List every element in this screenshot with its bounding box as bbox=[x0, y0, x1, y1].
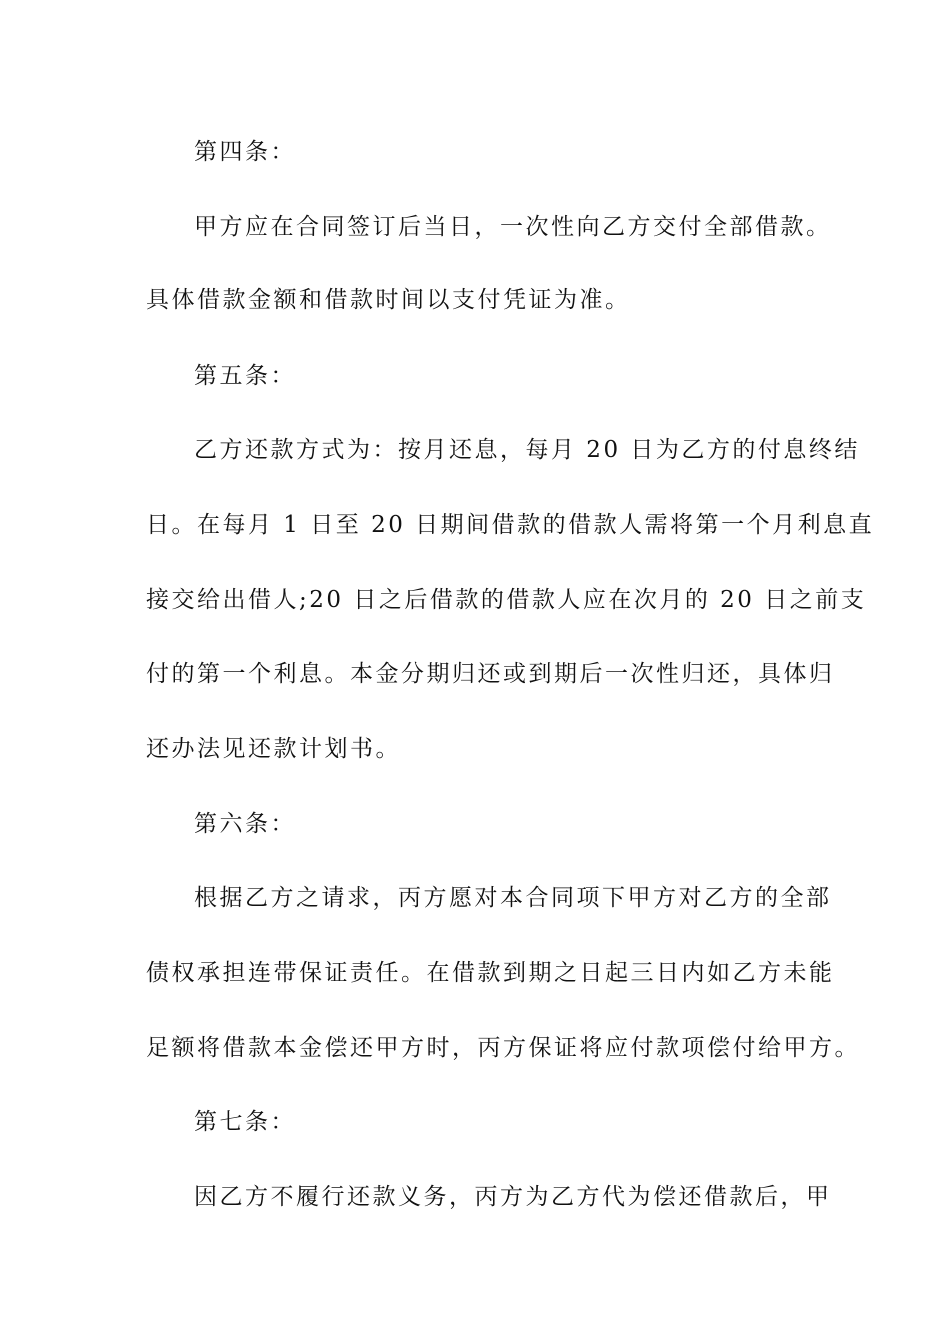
article-5-line-3: 接交给出借人;20 日之后借款的借款人应在次月的 20 日之前支 bbox=[146, 587, 867, 613]
article-6-line-2: 债权承担连带保证责任。在借款到期之日起三日内如乙方未能 bbox=[146, 960, 835, 986]
article-5-heading: 第五条： bbox=[194, 363, 296, 389]
article-6-heading: 第六条： bbox=[194, 811, 296, 837]
article-5-line-4: 付的第一个利息。本金分期归还或到期后一次性归还，具体归 bbox=[146, 661, 835, 687]
article-4-line-2: 具体借款金额和借款时间以支付凭证为准。 bbox=[146, 287, 631, 313]
article-5-line-1: 乙方还款方式为：按月还息，每月 20 日为乙方的付息终结 bbox=[194, 437, 860, 463]
article-4-line-1: 甲方应在合同签订后当日，一次性向乙方交付全部借款。 bbox=[194, 214, 832, 240]
article-4-heading: 第四条： bbox=[194, 139, 296, 165]
article-6-line-1: 根据乙方之请求，丙方愿对本合同项下甲方对乙方的全部 bbox=[194, 885, 832, 911]
article-6-line-3: 足额将借款本金偿还甲方时，丙方保证将应付款项偿付给甲方。 bbox=[146, 1035, 860, 1061]
article-5-line-5: 还办法见还款计划书。 bbox=[146, 736, 401, 762]
article-7-heading: 第七条： bbox=[194, 1109, 296, 1135]
article-7-line-1: 因乙方不履行还款义务，丙方为乙方代为偿还借款后，甲 bbox=[194, 1184, 832, 1210]
article-5-line-2: 日。在每月 1 日至 20 日期间借款的借款人需将第一个月利息直 bbox=[146, 512, 875, 538]
